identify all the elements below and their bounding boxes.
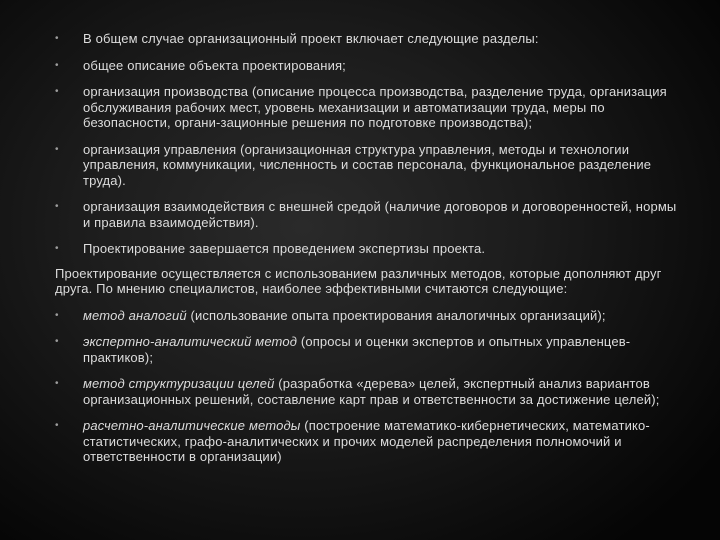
bullet-icon: • [55, 309, 59, 321]
bullet-icon: • [55, 59, 59, 71]
bullet-icon: • [55, 336, 59, 347]
slide-content [55, 31, 680, 465]
methods-intro-paragraph: Проектирование осуществляется с использованием различных методов, которые дополняют друг друга. По мнению специалистов, наиболее эффективными считаются следующие: [55, 265, 662, 296]
method-item-4 [55, 418, 680, 465]
method-description: (использование опыта проектирования аналогичных организаций); [186, 307, 606, 323]
method-item-2 [55, 334, 680, 365]
bullet-icon: • [55, 378, 59, 389]
bullet-item-2 [55, 58, 680, 74]
bullet-icon: • [55, 243, 59, 254]
bullet-text: Проектирование завершается проведением экспертизы проекта. [83, 241, 486, 256]
method-item-1 [55, 308, 680, 324]
bullet-icon: • [55, 201, 59, 212]
method-name: расчетно-аналитические методы [83, 418, 301, 433]
bullet-item-4 [55, 142, 680, 189]
bullet-icon: • [55, 143, 59, 155]
bullet-item-3 [55, 84, 680, 131]
bullet-text: организация производства (описание процесса производства, разделение труда, организация обслуживания рабочих мест, уровень механизации и автоматизации труда, меры по безопасности, органи-зационные решения по подготовке производства); [83, 84, 667, 130]
method-text [83, 376, 659, 407]
method-name: экспертно-аналитический метод [83, 334, 298, 349]
bullet-text: организация взаимодействия с внешней средой (наличие договоров и договоренностей, нормы и правила взаимодействия). [83, 199, 677, 230]
bullet-icon: • [55, 420, 59, 431]
bullet-text: В общем случае организационный проект включает следующие разделы: [83, 31, 539, 46]
bullet-text: общее описание объекта проектирования; [83, 57, 346, 73]
method-name: метод аналогий [83, 307, 187, 323]
method-description: (разработка «дерева» целей, экспертный анализ вариантов организационных решений, составление карт прав и ответственности за достижение целей); [83, 376, 660, 407]
method-text [83, 334, 630, 365]
method-name: метод структуризации целей [83, 376, 275, 391]
bullet-item-6 [55, 241, 680, 257]
method-description: (построение математико-кибернетических, математико-статистических, графо-аналитических и прочих моделей распределения полномочий и ответственности в организации) [83, 418, 650, 464]
bullet-item-5 [55, 199, 680, 230]
bullet-text: организация управления (организационная структура управления, методы и технологии управления, коммуникации, численность и состав персонала, функциональное разделение труда). [83, 141, 652, 188]
method-text [83, 418, 650, 464]
method-text [83, 308, 606, 323]
bullet-icon: • [55, 86, 59, 97]
method-description: (опросы и оценки экспертов и опытных управленцев-практиков); [83, 334, 631, 365]
bullet-icon: • [55, 33, 59, 44]
bullet-item-1 [55, 31, 680, 47]
method-item-3 [55, 376, 680, 407]
